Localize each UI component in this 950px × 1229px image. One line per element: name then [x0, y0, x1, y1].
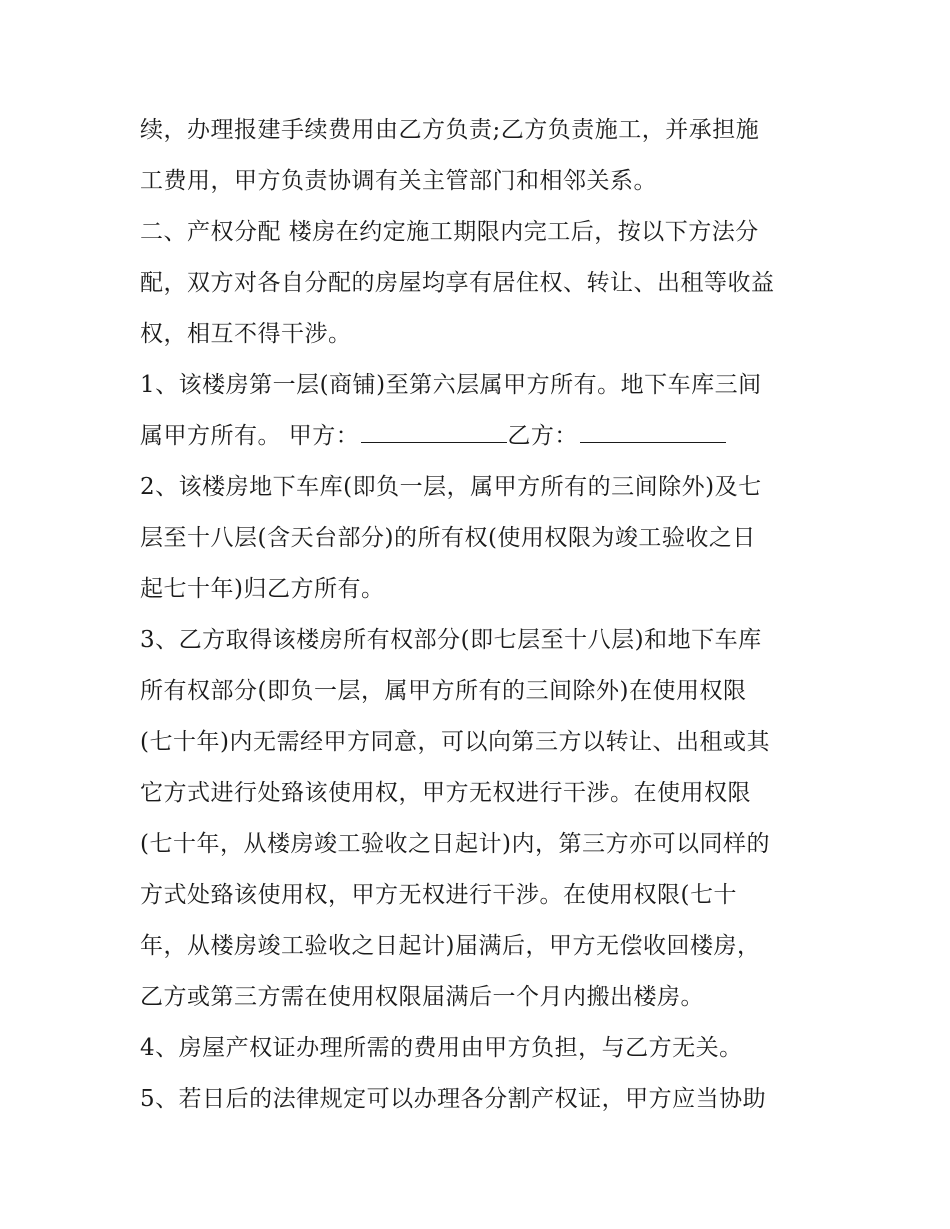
clause-4-line: 4、房屋产权证办理所需的费用由甲方负担，与乙方无关。	[140, 1035, 743, 1061]
text-line: 续，办理报建手续费用由乙方负责;乙方负责施工，并承担施	[140, 117, 760, 143]
signature-line	[140, 411, 820, 462]
text-line: 工费用，甲方负责协调有关主管部门和相邻关系。	[140, 168, 657, 194]
clause-3-line: 3、乙方取得该楼房所有权部分(即七层至十八层)和地下车库	[140, 627, 762, 653]
text-line: (七十年，从楼房竣工验收之日起计)内，第三方亦可以同样的	[140, 831, 770, 857]
text-line: 所有权部分(即负一层，属甲方所有的三间除外)在使用权限	[140, 678, 747, 704]
text-line: 层至十八层(含天台部分)的所有权(使用权限为竣工验收之日	[140, 525, 756, 551]
clause-2-line: 2、该楼房地下车库(即负一层，属甲方所有的三间除外)及七	[140, 474, 762, 500]
text-line: 年，从楼房竣工验收之日起计)届满后，甲方无偿收回楼房，	[140, 933, 761, 959]
party-b-label: 乙方：	[507, 423, 578, 449]
section-heading-line: 二、产权分配 楼房在约定施工期限内完工后，按以下方法分	[140, 219, 759, 245]
document-body	[140, 105, 820, 1125]
party-a-label: 属甲方所有。 甲方：	[140, 423, 360, 449]
clause-1-line: 1、该楼房第一层(商铺)至第六层属甲方所有。地下车库三间	[140, 372, 762, 398]
text-line: 起七十年)归乙方所有。	[140, 576, 385, 602]
text-line: 方式处臵该使用权，甲方无权进行干涉。在使用权限(七十	[140, 882, 737, 908]
party-a-signature-blank	[361, 412, 507, 443]
text-line: (七十年)内无需经甲方同意，可以向第三方以转让、出租或其	[140, 729, 770, 755]
party-b-signature-blank	[580, 412, 726, 443]
text-line: 它方式进行处臵该使用权，甲方无权进行干涉。在使用权限	[140, 780, 751, 806]
text-line: 配，双方对各自分配的房屋均享有居住权、转让、出租等收益	[140, 270, 775, 296]
clause-5-line: 5、若日后的法律规定可以办理各分割产权证，甲方应当协助	[140, 1086, 767, 1112]
text-line: 权，相互不得干涉。	[140, 321, 352, 347]
text-line: 乙方或第三方需在使用权限届满后一个月内搬出楼房。	[140, 984, 704, 1010]
